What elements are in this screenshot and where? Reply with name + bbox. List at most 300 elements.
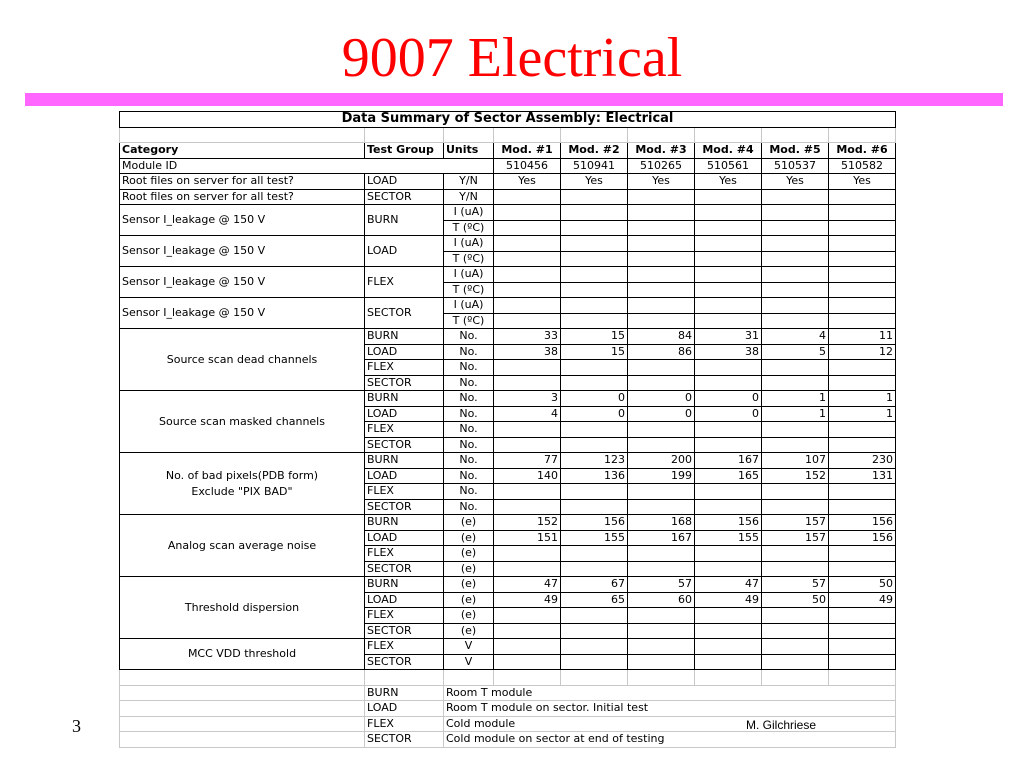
value-cell[interactable] [494, 282, 561, 298]
value-cell[interactable] [762, 499, 829, 515]
category-cell[interactable]: Root files on server for all test? [120, 189, 365, 205]
value-cell[interactable]: 156 [695, 515, 762, 531]
value-cell[interactable] [628, 236, 695, 252]
value-cell[interactable]: 167 [695, 453, 762, 469]
value-cell[interactable]: 136 [561, 468, 628, 484]
empty-cell[interactable] [561, 127, 628, 143]
value-cell[interactable] [561, 639, 628, 655]
empty-cell[interactable] [829, 127, 896, 143]
value-cell[interactable] [561, 422, 628, 438]
value-cell[interactable]: 152 [494, 515, 561, 531]
value-cell[interactable] [561, 654, 628, 670]
value-cell[interactable]: 38 [494, 344, 561, 360]
empty-cell[interactable] [695, 127, 762, 143]
value-cell[interactable] [494, 205, 561, 221]
value-cell[interactable] [561, 546, 628, 562]
test-group-cell[interactable]: SECTOR [365, 499, 444, 515]
test-group-cell[interactable]: SECTOR [365, 561, 444, 577]
value-cell[interactable] [561, 623, 628, 639]
value-cell[interactable] [494, 654, 561, 670]
value-cell[interactable] [829, 437, 896, 453]
unit-cell[interactable]: No. [444, 484, 494, 500]
legend-group[interactable]: SECTOR [365, 732, 444, 748]
unit-cell[interactable]: No. [444, 422, 494, 438]
value-cell[interactable]: 15 [561, 344, 628, 360]
value-cell[interactable] [494, 608, 561, 624]
value-cell[interactable] [762, 360, 829, 376]
value-cell[interactable]: 57 [762, 577, 829, 593]
sheet-title[interactable]: Data Summary of Sector Assembly: Electrical [120, 112, 896, 128]
header-cell[interactable]: Mod. #4 [695, 143, 762, 159]
value-cell[interactable] [494, 313, 561, 329]
value-cell[interactable] [561, 220, 628, 236]
test-group-cell[interactable]: SECTOR [365, 623, 444, 639]
test-group-cell[interactable]: BURN [365, 515, 444, 531]
value-cell[interactable] [829, 623, 896, 639]
test-group-cell[interactable]: BURN [365, 205, 444, 236]
unit-cell[interactable]: No. [444, 360, 494, 376]
value-cell[interactable]: 199 [628, 468, 695, 484]
value-cell[interactable] [762, 422, 829, 438]
empty-cell[interactable] [494, 670, 561, 686]
test-group-cell[interactable]: LOAD [365, 236, 444, 267]
empty-cell[interactable] [444, 127, 494, 143]
unit-cell[interactable]: T (ºC) [444, 282, 494, 298]
value-cell[interactable]: 1 [762, 406, 829, 422]
test-group-cell[interactable]: FLEX [365, 608, 444, 624]
unit-cell[interactable]: I (uA) [444, 236, 494, 252]
value-cell[interactable] [695, 375, 762, 391]
value-cell[interactable]: 155 [695, 530, 762, 546]
value-cell[interactable] [628, 375, 695, 391]
module-id-value[interactable]: 510456 [494, 158, 561, 174]
value-cell[interactable] [628, 267, 695, 283]
header-cell[interactable]: Mod. #3 [628, 143, 695, 159]
value-cell[interactable]: 31 [695, 329, 762, 345]
value-cell[interactable]: 157 [762, 530, 829, 546]
empty-cell[interactable] [695, 670, 762, 686]
value-cell[interactable]: 167 [628, 530, 695, 546]
empty-cell[interactable] [561, 670, 628, 686]
value-cell[interactable] [561, 267, 628, 283]
value-cell[interactable]: 0 [561, 391, 628, 407]
unit-cell[interactable]: Y/N [444, 174, 494, 190]
value-cell[interactable] [494, 484, 561, 500]
value-cell[interactable] [695, 654, 762, 670]
empty-cell[interactable] [762, 127, 829, 143]
value-cell[interactable]: 57 [628, 577, 695, 593]
unit-cell[interactable]: (e) [444, 515, 494, 531]
value-cell[interactable]: Yes [561, 174, 628, 190]
value-cell[interactable] [762, 267, 829, 283]
value-cell[interactable] [762, 484, 829, 500]
value-cell[interactable]: Yes [762, 174, 829, 190]
value-cell[interactable] [494, 220, 561, 236]
value-cell[interactable]: 165 [695, 468, 762, 484]
value-cell[interactable]: 151 [494, 530, 561, 546]
value-cell[interactable] [628, 546, 695, 562]
value-cell[interactable] [829, 360, 896, 376]
value-cell[interactable] [628, 639, 695, 655]
value-cell[interactable] [695, 639, 762, 655]
legend-description[interactable]: Cold module on sector at end of testing [444, 732, 896, 748]
value-cell[interactable] [561, 375, 628, 391]
value-cell[interactable] [561, 251, 628, 267]
header-cell[interactable]: Mod. #5 [762, 143, 829, 159]
empty-cell[interactable] [120, 716, 365, 732]
value-cell[interactable] [762, 654, 829, 670]
test-group-cell[interactable]: FLEX [365, 546, 444, 562]
value-cell[interactable]: Yes [494, 174, 561, 190]
empty-cell[interactable] [444, 670, 494, 686]
value-cell[interactable] [561, 561, 628, 577]
value-cell[interactable] [628, 608, 695, 624]
legend-description[interactable]: Room T module [444, 685, 896, 701]
value-cell[interactable] [829, 546, 896, 562]
value-cell[interactable]: 131 [829, 468, 896, 484]
value-cell[interactable]: 200 [628, 453, 695, 469]
value-cell[interactable] [695, 484, 762, 500]
module-id-value[interactable]: 510582 [829, 158, 896, 174]
value-cell[interactable] [561, 499, 628, 515]
value-cell[interactable] [494, 499, 561, 515]
category-cell[interactable]: Sensor I_leakage @ 150 V [120, 298, 365, 329]
category-cell[interactable] [120, 329, 365, 391]
module-id-value[interactable]: 510265 [628, 158, 695, 174]
value-cell[interactable]: 5 [762, 344, 829, 360]
value-cell[interactable] [762, 205, 829, 221]
empty-cell[interactable] [762, 670, 829, 686]
test-group-cell[interactable]: LOAD [365, 406, 444, 422]
value-cell[interactable] [762, 639, 829, 655]
value-cell[interactable] [695, 608, 762, 624]
value-cell[interactable] [628, 422, 695, 438]
value-cell[interactable] [628, 499, 695, 515]
empty-cell[interactable] [120, 127, 365, 143]
unit-cell[interactable]: No. [444, 453, 494, 469]
value-cell[interactable] [628, 654, 695, 670]
value-cell[interactable] [628, 189, 695, 205]
value-cell[interactable] [628, 220, 695, 236]
value-cell[interactable] [494, 236, 561, 252]
value-cell[interactable] [561, 437, 628, 453]
test-group-cell[interactable]: FLEX [365, 360, 444, 376]
test-group-cell[interactable]: BURN [365, 391, 444, 407]
value-cell[interactable]: Yes [628, 174, 695, 190]
test-group-cell[interactable]: FLEX [365, 639, 444, 655]
value-cell[interactable] [494, 561, 561, 577]
value-cell[interactable] [829, 639, 896, 655]
value-cell[interactable] [829, 313, 896, 329]
value-cell[interactable] [561, 282, 628, 298]
value-cell[interactable] [628, 484, 695, 500]
value-cell[interactable]: 0 [695, 391, 762, 407]
value-cell[interactable] [561, 236, 628, 252]
value-cell[interactable] [695, 220, 762, 236]
unit-cell[interactable]: Y/N [444, 189, 494, 205]
value-cell[interactable]: 168 [628, 515, 695, 531]
value-cell[interactable]: 47 [695, 577, 762, 593]
value-cell[interactable] [494, 375, 561, 391]
unit-cell[interactable]: T (ºC) [444, 313, 494, 329]
empty-cell[interactable] [628, 670, 695, 686]
value-cell[interactable] [628, 313, 695, 329]
header-cell[interactable]: Category [120, 143, 365, 159]
header-cell[interactable]: Units [444, 143, 494, 159]
value-cell[interactable]: 84 [628, 329, 695, 345]
value-cell[interactable]: 107 [762, 453, 829, 469]
value-cell[interactable] [829, 422, 896, 438]
category-cell[interactable] [120, 577, 365, 639]
value-cell[interactable] [695, 623, 762, 639]
header-cell[interactable]: Test Group [365, 143, 444, 159]
value-cell[interactable] [762, 298, 829, 314]
value-cell[interactable] [561, 298, 628, 314]
value-cell[interactable] [494, 298, 561, 314]
value-cell[interactable] [829, 282, 896, 298]
value-cell[interactable] [695, 437, 762, 453]
category-cell[interactable]: Sensor I_leakage @ 150 V [120, 205, 365, 236]
value-cell[interactable] [829, 484, 896, 500]
value-cell[interactable] [561, 189, 628, 205]
empty-cell[interactable] [120, 670, 365, 686]
value-cell[interactable]: 49 [829, 592, 896, 608]
value-cell[interactable] [695, 236, 762, 252]
header-cell[interactable]: Mod. #6 [829, 143, 896, 159]
value-cell[interactable] [695, 251, 762, 267]
value-cell[interactable] [695, 422, 762, 438]
value-cell[interactable] [829, 608, 896, 624]
unit-cell[interactable]: V [444, 639, 494, 655]
value-cell[interactable] [695, 189, 762, 205]
category-cell[interactable] [120, 391, 365, 453]
value-cell[interactable]: 0 [628, 406, 695, 422]
value-cell[interactable]: 156 [829, 530, 896, 546]
value-cell[interactable] [561, 360, 628, 376]
value-cell[interactable] [695, 546, 762, 562]
test-group-cell[interactable]: SECTOR [365, 654, 444, 670]
unit-cell[interactable]: I (uA) [444, 298, 494, 314]
value-cell[interactable]: 11 [829, 329, 896, 345]
value-cell[interactable] [762, 375, 829, 391]
value-cell[interactable]: 49 [695, 592, 762, 608]
module-id-label[interactable]: Module ID [120, 158, 494, 174]
test-group-cell[interactable]: BURN [365, 329, 444, 345]
value-cell[interactable]: 50 [762, 592, 829, 608]
value-cell[interactable]: 4 [494, 406, 561, 422]
unit-cell[interactable]: No. [444, 375, 494, 391]
unit-cell[interactable]: No. [444, 406, 494, 422]
test-group-cell[interactable]: BURN [365, 453, 444, 469]
value-cell[interactable] [628, 437, 695, 453]
category-cell[interactable]: Sensor I_leakage @ 150 V [120, 267, 365, 298]
unit-cell[interactable]: (e) [444, 546, 494, 562]
value-cell[interactable]: Yes [829, 174, 896, 190]
value-cell[interactable]: 4 [762, 329, 829, 345]
value-cell[interactable] [561, 205, 628, 221]
value-cell[interactable] [829, 236, 896, 252]
empty-cell[interactable] [365, 127, 444, 143]
value-cell[interactable] [494, 546, 561, 562]
value-cell[interactable] [695, 205, 762, 221]
legend-group[interactable]: BURN [365, 685, 444, 701]
unit-cell[interactable]: I (uA) [444, 267, 494, 283]
value-cell[interactable]: 67 [561, 577, 628, 593]
value-cell[interactable]: 50 [829, 577, 896, 593]
value-cell[interactable] [762, 561, 829, 577]
value-cell[interactable]: 1 [829, 391, 896, 407]
value-cell[interactable]: 140 [494, 468, 561, 484]
test-group-cell[interactable]: BURN [365, 577, 444, 593]
value-cell[interactable] [628, 360, 695, 376]
value-cell[interactable]: 1 [829, 406, 896, 422]
value-cell[interactable]: Yes [695, 174, 762, 190]
category-cell[interactable] [120, 639, 365, 670]
empty-cell[interactable] [628, 127, 695, 143]
value-cell[interactable]: 47 [494, 577, 561, 593]
value-cell[interactable] [762, 220, 829, 236]
value-cell[interactable] [695, 561, 762, 577]
unit-cell[interactable]: V [444, 654, 494, 670]
test-group-cell[interactable]: SECTOR [365, 375, 444, 391]
value-cell[interactable]: 0 [628, 391, 695, 407]
value-cell[interactable] [628, 298, 695, 314]
category-cell[interactable] [120, 453, 365, 515]
unit-cell[interactable]: I (uA) [444, 205, 494, 221]
value-cell[interactable] [762, 623, 829, 639]
value-cell[interactable]: 230 [829, 453, 896, 469]
value-cell[interactable]: 77 [494, 453, 561, 469]
value-cell[interactable]: 155 [561, 530, 628, 546]
value-cell[interactable] [829, 251, 896, 267]
unit-cell[interactable]: No. [444, 391, 494, 407]
unit-cell[interactable]: (e) [444, 561, 494, 577]
value-cell[interactable] [628, 282, 695, 298]
category-cell[interactable] [120, 515, 365, 577]
unit-cell[interactable]: (e) [444, 592, 494, 608]
value-cell[interactable] [762, 313, 829, 329]
value-cell[interactable]: 156 [829, 515, 896, 531]
unit-cell[interactable]: No. [444, 344, 494, 360]
value-cell[interactable]: 0 [561, 406, 628, 422]
empty-cell[interactable] [365, 670, 444, 686]
value-cell[interactable]: 86 [628, 344, 695, 360]
value-cell[interactable] [829, 654, 896, 670]
value-cell[interactable]: 49 [494, 592, 561, 608]
unit-cell[interactable]: (e) [444, 530, 494, 546]
unit-cell[interactable]: No. [444, 329, 494, 345]
test-group-cell[interactable]: FLEX [365, 267, 444, 298]
legend-group[interactable]: FLEX [365, 716, 444, 732]
value-cell[interactable] [829, 267, 896, 283]
value-cell[interactable] [829, 220, 896, 236]
test-group-cell[interactable]: SECTOR [365, 298, 444, 329]
value-cell[interactable] [494, 251, 561, 267]
value-cell[interactable]: 157 [762, 515, 829, 531]
value-cell[interactable] [762, 251, 829, 267]
test-group-cell[interactable]: LOAD [365, 530, 444, 546]
value-cell[interactable] [494, 437, 561, 453]
value-cell[interactable]: 1 [762, 391, 829, 407]
value-cell[interactable] [494, 360, 561, 376]
value-cell[interactable]: 12 [829, 344, 896, 360]
empty-cell[interactable] [120, 701, 365, 717]
test-group-cell[interactable]: LOAD [365, 592, 444, 608]
value-cell[interactable] [695, 298, 762, 314]
value-cell[interactable] [494, 189, 561, 205]
legend-description[interactable]: Room T module on sector. Initial test [444, 701, 896, 717]
unit-cell[interactable]: No. [444, 468, 494, 484]
test-group-cell[interactable]: LOAD [365, 344, 444, 360]
value-cell[interactable] [695, 499, 762, 515]
unit-cell[interactable]: (e) [444, 577, 494, 593]
value-cell[interactable]: 123 [561, 453, 628, 469]
legend-description[interactable]: Cold module [444, 716, 896, 732]
header-cell[interactable]: Mod. #2 [561, 143, 628, 159]
value-cell[interactable] [628, 205, 695, 221]
module-id-value[interactable]: 510941 [561, 158, 628, 174]
test-group-cell[interactable]: SECTOR [365, 437, 444, 453]
value-cell[interactable] [695, 313, 762, 329]
value-cell[interactable] [829, 375, 896, 391]
category-cell[interactable]: Root files on server for all test? [120, 174, 365, 190]
value-cell[interactable] [762, 189, 829, 205]
empty-cell[interactable] [120, 685, 365, 701]
module-id-value[interactable]: 510537 [762, 158, 829, 174]
value-cell[interactable] [561, 313, 628, 329]
legend-group[interactable]: LOAD [365, 701, 444, 717]
value-cell[interactable] [695, 267, 762, 283]
unit-cell[interactable]: T (ºC) [444, 251, 494, 267]
value-cell[interactable] [762, 236, 829, 252]
unit-cell[interactable]: (e) [444, 623, 494, 639]
unit-cell[interactable]: No. [444, 499, 494, 515]
value-cell[interactable] [829, 189, 896, 205]
test-group-cell[interactable]: LOAD [365, 468, 444, 484]
value-cell[interactable] [695, 282, 762, 298]
value-cell[interactable] [628, 561, 695, 577]
value-cell[interactable] [561, 484, 628, 500]
test-group-cell[interactable]: SECTOR [365, 189, 444, 205]
header-cell[interactable]: Mod. #1 [494, 143, 561, 159]
value-cell[interactable] [695, 360, 762, 376]
value-cell[interactable]: 60 [628, 592, 695, 608]
value-cell[interactable] [829, 499, 896, 515]
value-cell[interactable] [494, 267, 561, 283]
value-cell[interactable] [494, 639, 561, 655]
test-group-cell[interactable]: LOAD [365, 174, 444, 190]
value-cell[interactable]: 65 [561, 592, 628, 608]
value-cell[interactable] [762, 608, 829, 624]
empty-cell[interactable] [120, 732, 365, 748]
value-cell[interactable]: 0 [695, 406, 762, 422]
value-cell[interactable] [561, 608, 628, 624]
value-cell[interactable] [762, 437, 829, 453]
value-cell[interactable]: 156 [561, 515, 628, 531]
value-cell[interactable]: 38 [695, 344, 762, 360]
value-cell[interactable]: 33 [494, 329, 561, 345]
value-cell[interactable] [829, 205, 896, 221]
value-cell[interactable] [628, 623, 695, 639]
category-cell[interactable]: Sensor I_leakage @ 150 V [120, 236, 365, 267]
unit-cell[interactable]: (e) [444, 608, 494, 624]
value-cell[interactable] [829, 561, 896, 577]
test-group-cell[interactable]: FLEX [365, 422, 444, 438]
unit-cell[interactable]: No. [444, 437, 494, 453]
value-cell[interactable] [628, 251, 695, 267]
empty-cell[interactable] [494, 127, 561, 143]
value-cell[interactable] [762, 546, 829, 562]
